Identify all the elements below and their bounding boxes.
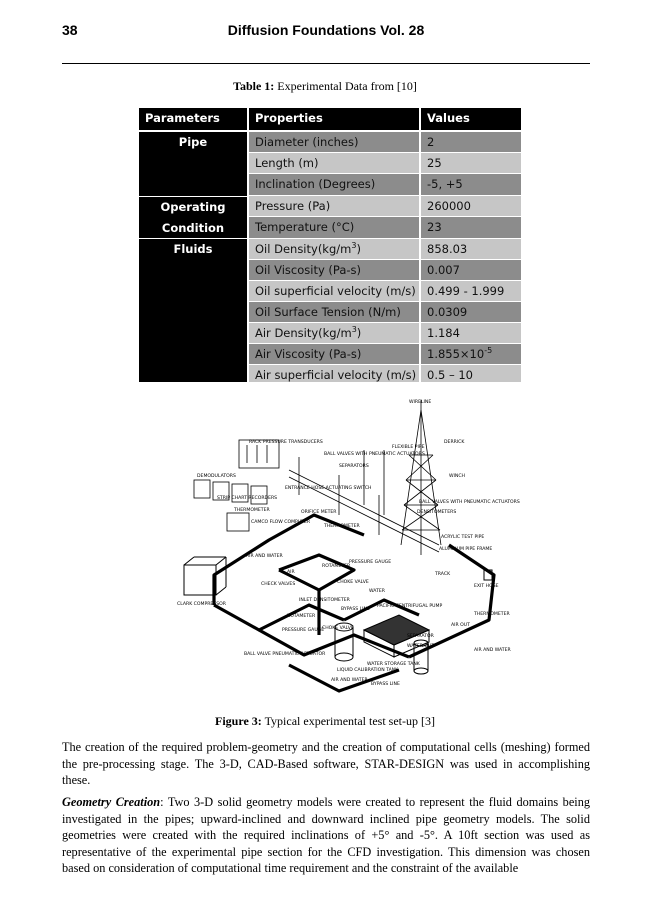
property-end: ): [356, 241, 361, 256]
value-cell: -5, +5: [421, 174, 521, 195]
property-cell: Inclination (Degrees): [249, 174, 419, 195]
figure-caption-label: Figure 3:: [215, 714, 262, 728]
table-header-parameters: Parameters: [139, 108, 247, 130]
property-cell: Oil Surface Tension (N/m): [249, 302, 419, 322]
geometry-creation-heading: Geometry Creation: [62, 795, 161, 809]
label-wireline: WIRELINE: [409, 400, 432, 405]
label-thermometer-3: THERMOMETER: [474, 612, 510, 617]
label-air-and-water-3: AIR AND WATER: [331, 678, 368, 683]
label-track: TRACK: [435, 572, 451, 577]
label-thermometer-2: THERMOMETER: [324, 524, 360, 529]
table-header-properties: Properties: [249, 108, 419, 130]
value-cell: 260000: [421, 196, 521, 216]
label-air-and-water-2: AIR AND WATER: [474, 648, 511, 653]
group-fluids: Fluids: [139, 239, 247, 260]
label-exit-hose: EXIT HOSE: [474, 584, 499, 589]
group-operating: Operating: [139, 197, 247, 218]
property-cell: Pressure (Pa): [249, 196, 419, 216]
header-rule: [62, 63, 590, 64]
label-water-out: WATER OUT: [407, 644, 435, 649]
label-air-out: AIR OUT: [451, 623, 470, 628]
derrick-tower: [401, 400, 441, 555]
property-text: Air Density(kg/m: [255, 326, 352, 340]
label-water-1: WATER: [369, 589, 385, 594]
label-demodulators: DEMODULATORS: [197, 474, 236, 479]
label-densitometers: DENSITOMETERS: [417, 510, 457, 515]
property-cell: Temperature (°C): [249, 217, 419, 238]
label-strip-chart: STRIP CHART RECORDERS: [217, 496, 278, 501]
label-pressure-gauge-2: PRESSURE GAUGE: [282, 628, 325, 633]
property-text: Oil Density(kg/m: [255, 241, 352, 256]
experimental-setup-figure: [139, 395, 521, 707]
group-pipe: Pipe: [139, 132, 247, 153]
label-rack-pressure: RACK PRESSURE TRANSDUCERS: [249, 440, 323, 445]
figure-caption: [0, 714, 650, 729]
label-pressure-gauge: PRESSURE GAUGE: [349, 560, 392, 565]
property-cell: Length (m): [249, 153, 419, 173]
paragraph-preprocessing: The creation of the required problem-geometry and the creation of computational cells (meshing) formed the pre-processing stage. The 3-D, CAD-Based software, STAR-DESIGN was used in accomplishing these.: [62, 740, 590, 787]
paragraph-geometry-creation: [62, 794, 590, 877]
setup-diagram: [139, 395, 521, 707]
label-rotameter-2: ROTAMETER: [287, 614, 316, 619]
value-cell: 25: [421, 153, 521, 173]
property-cell: Oil superficial velocity (m/s): [249, 281, 419, 301]
label-air-water: AIR AND WATER: [246, 554, 283, 559]
value-cell: 858.03: [421, 239, 521, 260]
figure-caption-text: Typical experimental test set-up [3]: [261, 714, 435, 728]
label-air-1: AIR: [287, 570, 295, 575]
label-bypass-line: BYPASS LINE: [371, 682, 400, 687]
label-water-storage: WATER STORAGE TANK: [367, 662, 420, 667]
label-orifice-meter: ORIFICE METER: [301, 510, 337, 515]
label-flexible-pipe: FLEXIBLE PIPE: [392, 445, 425, 450]
value-cell: 1.184: [421, 323, 521, 343]
property-cell: [249, 239, 419, 260]
property-cell: Diameter (inches): [249, 132, 419, 152]
group-pipe-fill: [139, 153, 247, 196]
label-clark-compressor: CLARK COMPRESSOR: [177, 602, 226, 607]
value-cell: 2: [421, 132, 521, 152]
value-cell: 0.499 - 1.999: [421, 281, 521, 301]
label-choke-valve-2: CHOKE VALVE: [322, 626, 354, 631]
instrument-racks: [194, 440, 279, 531]
page-number: 38: [62, 22, 78, 38]
label-ball-valve-actuator: BALL VALVE PNEUMATIC ACTUATOR: [244, 652, 326, 657]
label-inlet-densitometer: INLET DENSITOMETER: [299, 598, 350, 603]
label-rotameter: ROTAMETER: [322, 564, 351, 569]
group-condition: Condition: [139, 218, 247, 238]
table-caption-label: Table 1:: [233, 79, 275, 93]
property-cell: [249, 323, 419, 343]
value-cell: [421, 344, 521, 364]
label-choke-valve: CHOKE VALVE: [337, 580, 369, 585]
geometry-creation-text: : Two 3-D solid geometry models were created to represent the fluid domains being investigated in the pipes; upward-inclined and downward inclined pipe geometry models. The solid geometries were created with the required inclinations of +5° and -5°. A 10ft section was used as representative of the experimental pipe section for the CFD investigation. This dimension was chosen based on consideration of computational time requirement and the constraint of the available: [62, 795, 590, 875]
value-text: 1.855×10: [427, 347, 485, 361]
label-aluminum-frame: ALUMINUM PIPE FRAME: [439, 547, 493, 552]
value-cell: 0.007: [421, 260, 521, 280]
label-entrance-hose: ENTRANCE HOSE ACTUATING SWITCH: [285, 486, 372, 491]
table-caption: [0, 79, 650, 94]
label-acrylic-pipe: ACRYLIC TEST PIPE: [441, 535, 485, 540]
label-camco: CAMCO FLOW COMPUTER: [251, 520, 311, 525]
label-ball-valves-right: BALL VALVES WITH PNEUMATIC ACTUATORS: [419, 500, 520, 505]
table-header-values: Values: [421, 108, 521, 130]
label-ball-valves-top: BALL VALVES WITH PNEUMATIC ACTUATORS: [324, 452, 425, 457]
label-liquid-tank: LIQUID CALIBRATION TANK: [337, 668, 399, 673]
journal-title: Diffusion Foundations Vol. 28: [227, 22, 425, 38]
value-cell: 0.0309: [421, 302, 521, 322]
property-sup: 3: [351, 240, 357, 250]
label-check-valves: CHECK VALVES: [261, 582, 296, 587]
property-cell: Air superficial velocity (m/s): [249, 365, 419, 382]
property-cell: Oil Viscosity (Pa-s): [249, 260, 419, 280]
label-separators: SEPARATORS: [339, 464, 369, 469]
property-end: ): [356, 326, 362, 340]
property-cell: Air Viscosity (Pa-s): [249, 344, 419, 364]
value-sup: -5: [484, 346, 493, 356]
property-sup: 3: [351, 325, 357, 335]
label-winch: WINCH: [449, 474, 465, 479]
experimental-data-table: [139, 108, 521, 382]
label-thermometer-1: THERMOMETER: [234, 508, 270, 513]
label-pacific-pump: PACIFIC CENTRIFUGAL PUMP: [377, 604, 443, 609]
group-fluids-fill: [139, 259, 247, 382]
value-cell: 23: [421, 217, 521, 238]
value-cell: 0.5 – 10: [421, 365, 521, 382]
label-derrick: DERRICK: [444, 440, 465, 445]
page-header: [62, 22, 590, 42]
figure-labels: [177, 399, 520, 687]
table-caption-text: Experimental Data from [10]: [274, 79, 417, 93]
label-separator: SEPARATOR: [407, 634, 434, 639]
label-bypass: BYPASS LINE: [341, 607, 370, 612]
flow-lines: [214, 515, 494, 691]
